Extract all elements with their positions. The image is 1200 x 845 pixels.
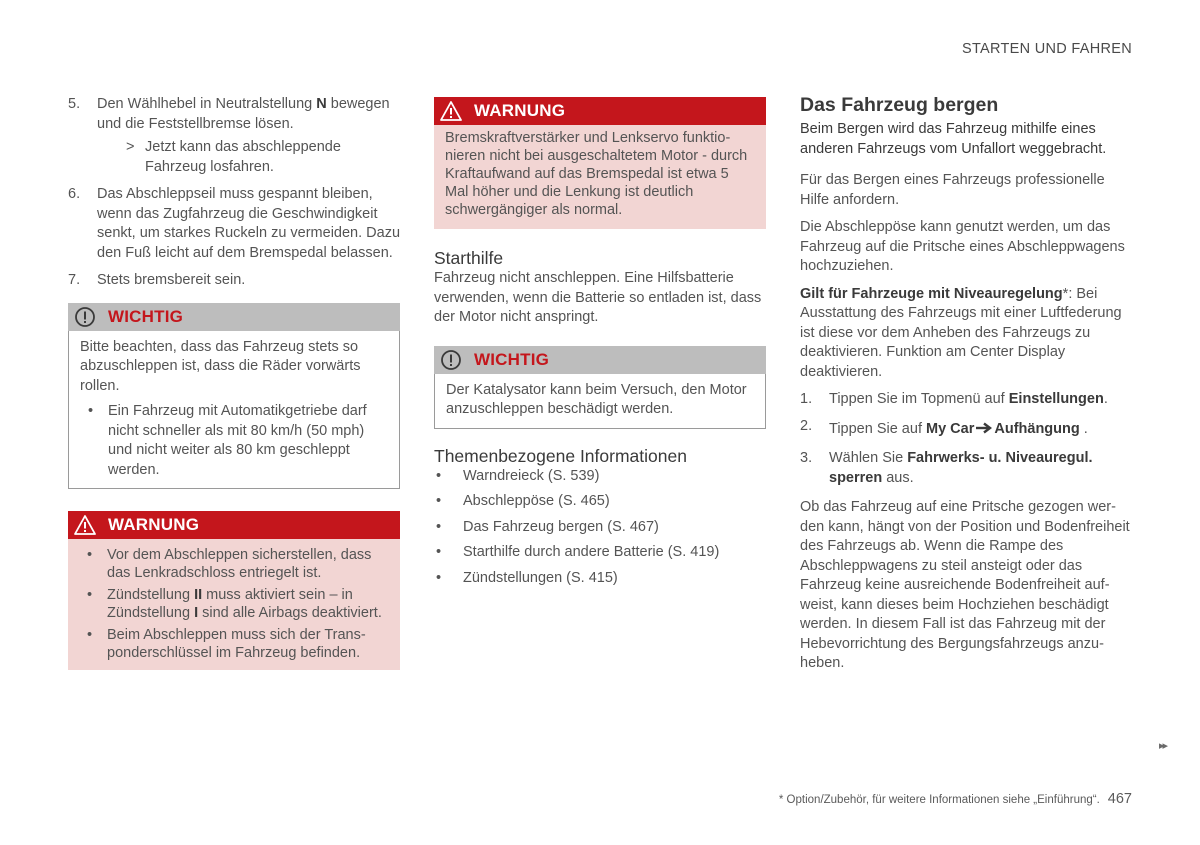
related-link[interactable]: • Starthilfe durch andere Batterie (S. 419) [434,543,766,563]
step-text: Das Abschleppseil muss gespannt bleiben, wenn das Zugfahrzeug die Geschwindigkeit senkt, um starkes Ruckeln zu vermeiden. Dazu den Fuß leicht auf dem Bremspedal belassen. [97,186,401,261]
step-text: Den Wählhebel in Neutralstellung [97,96,317,112]
step-number: 2. [800,417,813,434]
list-item [68,271,400,291]
paragraph [800,285,1132,383]
paragraph: Für das Bergen eines Fahrzeugs professionelle Hilfe anfordern. [800,172,1105,208]
page-footer [779,790,1132,811]
step-result [97,138,400,177]
text-part: muss aktiviert sein – in Zündstellung [107,587,353,621]
warnung-box [434,97,766,229]
warnung-header [434,97,766,125]
list-item [79,587,389,622]
steps-list [68,95,400,291]
box-title: WARNUNG [108,515,200,535]
column-3 [800,92,1132,674]
warnung-body [68,539,400,670]
box-text: Der Katalysator kann beim Versuch, den Motor anzuschleppen beschädigt werden. [446,381,747,417]
warning-triangle-icon [74,514,96,536]
page-number: 467 [1107,791,1132,807]
paragraph: Die Abschleppöse kann genutzt werden, um das Fahrzeug auf die Pritsche eines Abschleppwagens hochzuziehen. [800,219,1125,274]
list-item [800,390,1132,410]
exclamation-circle-icon [440,349,462,371]
page-title: Das Fahrzeug bergen [800,94,999,116]
wichtig-header [434,346,766,374]
box-title: WARNUNG [474,101,566,121]
related-link[interactable]: • Warndreieck (S. 539) [434,467,766,487]
warnung-box [68,511,400,670]
list-item: • Ein Fahrzeug mit Automatikgetriebe darf nicht schneller als mit 80 km/h (50 mph) und nicht weiter als 80 km geschleppt werden. [80,402,388,480]
step-text: . [1079,420,1088,437]
section-heading: Starthilfe [434,248,504,268]
list-item [800,417,1132,440]
paragraph: Fahrzeug nicht anschleppen. Eine Hilfsbatterie verwenden, wenn die Batterie so entladen ist, dass der Motor nicht anspringt. [434,270,762,325]
text-part: Zündstellung [107,587,195,603]
step-text: Tippen Sie im Topmenü auf [829,391,1009,407]
text-bold: Gilt für Fahrzeuge mit Niveauregelung [800,285,1063,302]
steps-list [800,390,1132,488]
bullet-list [79,547,389,662]
step-text: Stets bremsbereit sein. [97,272,246,288]
section-header: STARTEN UND FAHREN [961,41,1132,57]
step-number: 1. [800,391,813,407]
related-link[interactable]: • Das Fahrzeug bergen (S. 467) [434,518,766,538]
step-text: bewegen und die Feststellbremse lösen. [97,96,390,132]
column-1 [68,95,400,670]
menu-item-einstellungen: Einstellungen [1008,391,1104,407]
result-text: Jetzt kann das abschleppende Fahrzeug losfahren. [145,139,341,175]
bullet-list [80,402,388,480]
step-text: aus. [882,469,914,486]
menu-item-aufhaengung: Aufhängung [994,420,1080,437]
box-text: Bremskraftverstärker und Lenkservo funktionieren nicht bei ausgeschaltetem Motor - durch Kraftaufwand auf das Bremspedal ist etwa 5 Mal höher und die Lenkung ist deutlich schwergängiger als normal. [445,130,748,218]
column-2 [434,97,766,594]
menu-item-niveauregul: Fahrwerks- u. Niveauregul. sperren [829,450,1093,486]
warnung-header [68,511,400,539]
warnung-body [434,125,766,229]
arrow-right-icon [975,420,993,440]
related-list [434,467,766,589]
step-number: 5. [68,96,81,112]
step-text: . [1103,391,1108,407]
list-item [68,95,400,177]
step-text: Tippen Sie auf [829,420,926,437]
list-item: • Beim Abschleppen muss sich der Transponderschlüssel im Fahrzeug befinden. [79,627,389,662]
related-link[interactable]: • Zündstellungen (S. 415) [434,569,766,589]
list-item: • Vor dem Abschleppen sicherstellen, dass das Lenkradschloss entriegelt ist. [79,547,389,582]
list-item [800,449,1132,488]
wichtig-box [434,346,766,429]
paragraph: Ob das Fahrzeug auf eine Pritsche gezogen werden kann, hängt von der Position und Bodenfreiheit des Fahrzeugs ab. Wenn die Rampe des Abschleppwagens zu steil ansteigt oder das Fahrzeug keine ausreichende Bodenfreiheit aufweist, kann dieses beim Hochziehen beschädigt werden. In diesem Fall ist das Fahrzeug mit der Hebevorrichtung des Bergungsfahrzeugs anzuheben. [800,499,1130,671]
box-text: Bitte beachten, dass das Fahrzeug stets so abzuschleppen ist, dass die Räder vorwärts rollen. [80,338,361,394]
footnote: * Option/Zubehör, für weitere Informationen siehe „Einführung“. [778,794,1100,806]
step-number: 7. [68,272,81,288]
warning-triangle-icon [440,100,462,122]
step-number: 6. [68,186,81,202]
step-number: 3. [800,450,813,466]
lead-paragraph: Beim Bergen wird das Fahrzeug mithilfe eines anderen Fahrzeugs vom Unfallort weggebracht. [800,121,1107,157]
wichtig-body [434,374,766,429]
step-text: Wählen Sie [829,450,908,466]
footnote-star: * [1062,285,1069,302]
text-bold: I [194,604,199,621]
double-chevron-right-icon: ▸▸ [1158,740,1166,752]
section-heading: Themenbezogene Informationen [434,445,687,466]
wichtig-body [68,331,400,490]
text-bold: II [194,587,203,603]
step-bold: N [316,96,327,112]
box-title: WICHTIG [108,306,184,326]
result-marker: > [126,139,135,155]
text-part: : Bei Ausstattung des Fahrzeugs mit einer Luftfederung ist diese vor dem Anheben des Fahrzeugs zu deaktivieren. Funktion am Center Display deaktivieren. [800,285,1122,380]
text-part: sind alle Airbags deaktiviert. [198,604,382,621]
wichtig-box [68,303,400,490]
wichtig-header [68,303,400,331]
box-title: WICHTIG [474,349,550,369]
list-item [68,185,400,263]
related-link[interactable]: • Abschleppöse (S. 465) [434,492,766,512]
menu-item-my-car: My Car [926,420,975,437]
exclamation-circle-icon [74,306,96,328]
